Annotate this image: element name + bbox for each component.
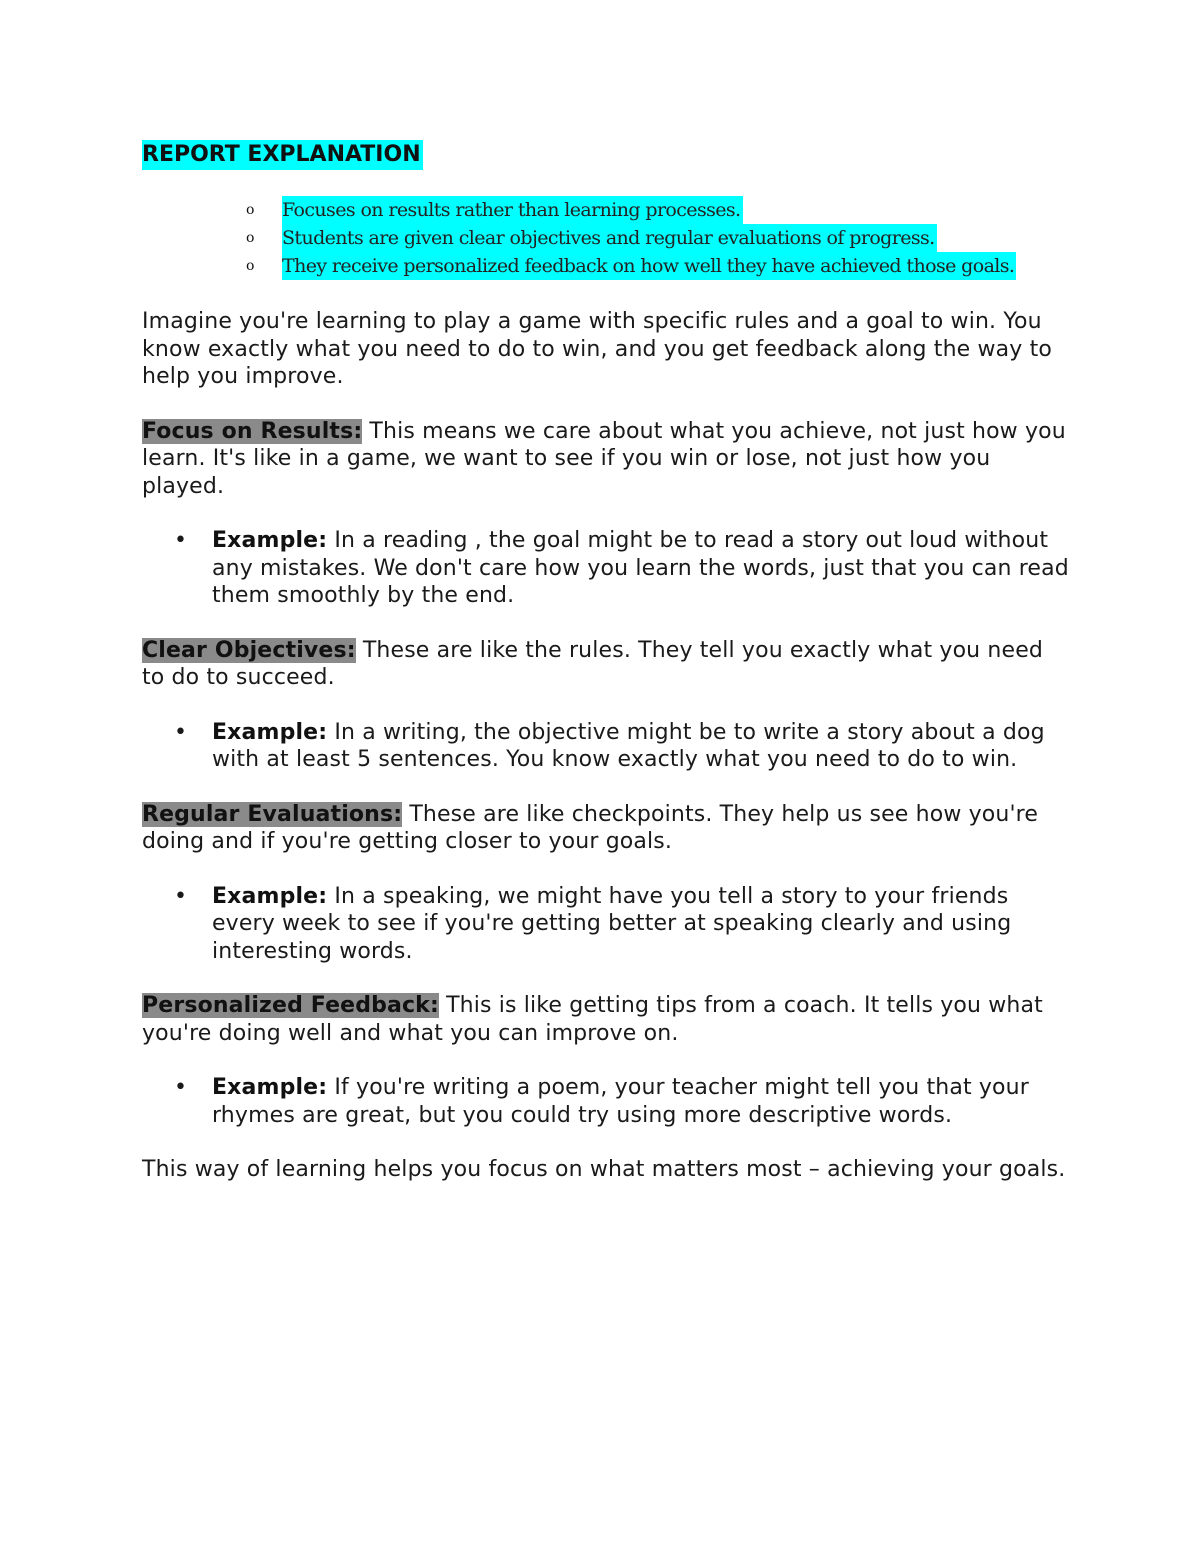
- summary-list: [246, 196, 1072, 280]
- example-item: [174, 527, 1072, 610]
- example-item: [174, 883, 1072, 966]
- example-text: In a reading , the goal might be to read a story out loud without any mistakes. We don't care how you learn the words, just that you can read them smoothly by the end.: [212, 528, 1069, 608]
- example-text: In a speaking, we might have you tell a story to your friends every week to see if you're getting better at speaking clearly and using interesting words.: [212, 883, 1012, 964]
- section-text: This is like getting tips from a coach. It tells you what you're doing well and what you can improve on.: [142, 993, 1043, 1046]
- section-text: These are like the rules. They tell you exactly what you need to do to succeed.: [142, 637, 1044, 690]
- summary-item: [246, 252, 1072, 280]
- bullet-icon: •: [174, 1075, 188, 1100]
- example-list: [142, 719, 1072, 774]
- summary-item: [246, 224, 1072, 252]
- bullet-icon: •: [174, 719, 188, 745]
- circle-bullet-icon: o: [246, 258, 254, 274]
- example-item: [174, 1074, 1072, 1129]
- circle-bullet-icon: o: [246, 202, 254, 218]
- example-label: Example:: [212, 528, 328, 553]
- document-page: [142, 140, 1072, 1184]
- summary-item: [246, 196, 1072, 224]
- bullet-icon: •: [174, 883, 188, 909]
- report-title: REPORT EXPLANATION: [142, 140, 423, 170]
- intro-paragraph: Imagine you're learning to play a game with specific rules and a goal to win. You know exactly what you need to do to win, and you get feedback along the way to help you improve.: [142, 309, 1052, 389]
- summary-text: Focuses on results rather than learning processes.: [282, 196, 743, 224]
- section-text: These are like checkpoints. They help us see how you're doing and if you're getting closer to your goals.: [142, 801, 1039, 854]
- closing-paragraph: This way of learning helps you focus on what matters most – achieving your goals.: [142, 1157, 1066, 1182]
- section-focus-on-results: [142, 418, 1072, 501]
- section-label: Focus on Results:: [142, 418, 363, 444]
- section-text: This means we care about what you achieve, not just how you learn. It's like in a game, we want to see if you win or lose, not just how you played.: [142, 418, 1066, 499]
- section-label: Regular Evaluations:: [142, 801, 403, 827]
- example-label: Example:: [212, 883, 328, 909]
- section-clear-objectives: [142, 637, 1072, 692]
- circle-bullet-icon: o: [246, 230, 254, 246]
- summary-text: They receive personalized feedback on how well they have achieved those goals.: [282, 252, 1016, 280]
- section-label: Clear Objectives:: [142, 637, 356, 663]
- section-regular-evaluations: [142, 801, 1072, 856]
- summary-text: Students are given clear objectives and regular evaluations of progress.: [282, 224, 937, 252]
- section-label: Personalized Feedback:: [142, 993, 439, 1018]
- section-personalized-feedback: [142, 992, 1072, 1047]
- example-text: If you're writing a poem, your teacher might tell you that your rhymes are great, but you could try using more descriptive words.: [212, 1075, 1029, 1128]
- example-list: [142, 527, 1072, 610]
- bullet-icon: •: [174, 528, 188, 553]
- example-list: [142, 1074, 1072, 1129]
- example-label: Example:: [212, 1075, 328, 1100]
- example-text: In a writing, the objective might be to write a story about a dog with at least 5 sentences. You know exactly what you need to do to win.: [212, 719, 1045, 772]
- example-item: [174, 719, 1072, 774]
- example-label: Example:: [212, 719, 328, 745]
- example-list: [142, 883, 1072, 966]
